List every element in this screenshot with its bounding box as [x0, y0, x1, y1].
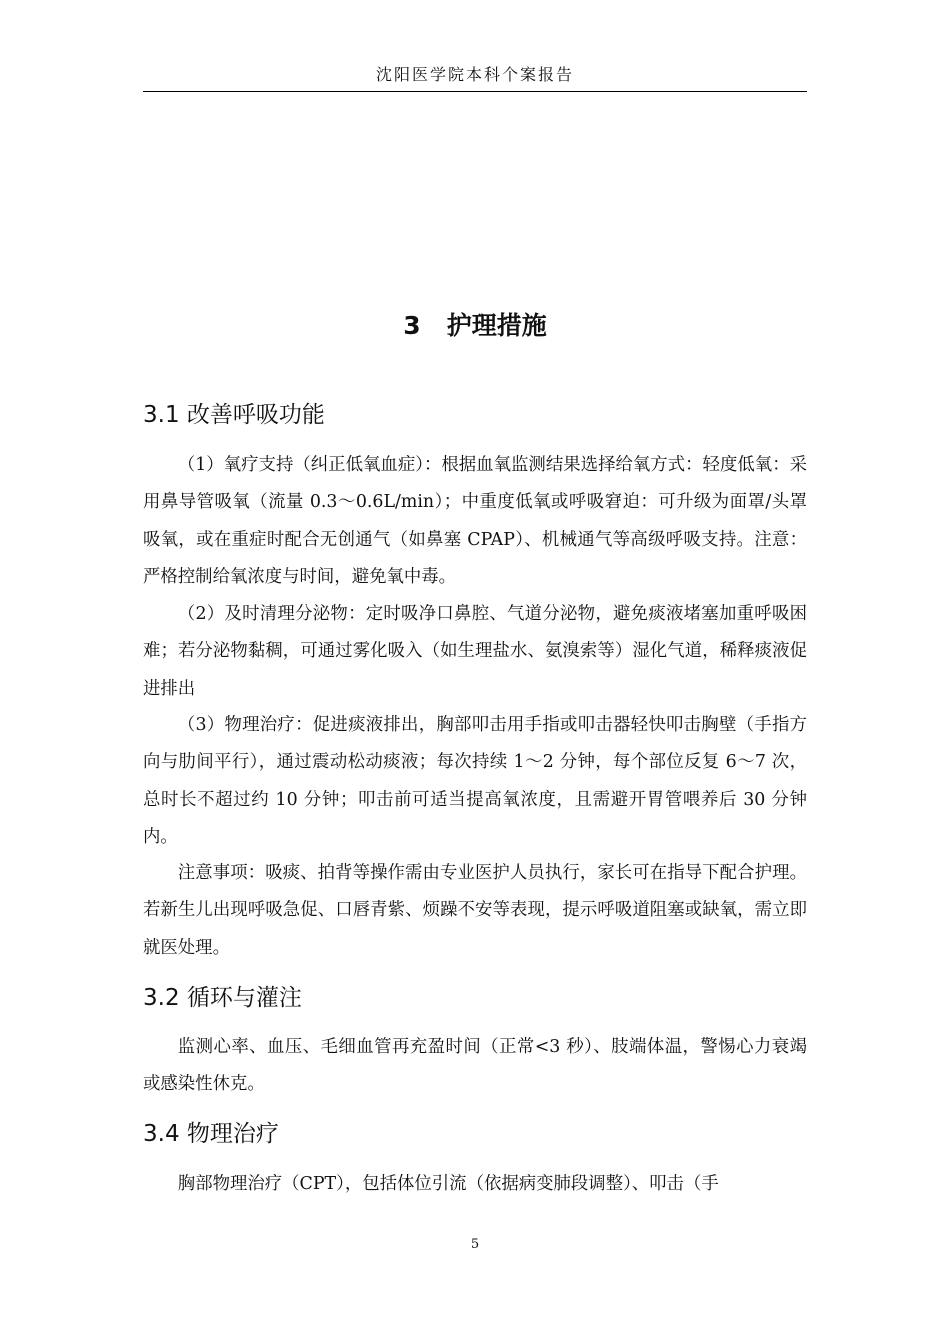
chapter-number: 3	[403, 311, 421, 340]
paragraph: 注意事项：吸痰、拍背等操作需由专业医护人员执行，家长可在指导下配合护理。若新生儿出现呼吸急促、口唇青紫、烦躁不安等表现，提示呼吸道阻塞或缺氧，需立即就医处理。	[143, 863, 807, 958]
chapter-title-text: 护理措施	[446, 311, 547, 340]
paragraph: （3）物理治疗：促进痰液排出，胸部叩击用手指或叩击器轻快叩击胸壁（手指方向与肋间平行），通过震动松动痰液；每次持续 1～2 分钟，每个部位反复 6～7 次，总时长不超过约 10 分钟；叩击前可适当提高氧浓度，且需避开胃管喂养后 30 分钟内。	[143, 715, 807, 848]
page-number: 5	[470, 1237, 480, 1252]
paragraph: （2）及时清理分泌物：定时吸净口鼻腔、气道分泌物，避免痰液堵塞加重呼吸困难；若分泌物黏稠，可通过雾化吸入（如生理盐水、氨溴索等）湿化气道，稀释痰液促进排出	[143, 604, 807, 699]
section-heading: 3.2 循环与灌注	[143, 985, 302, 1011]
header-rule	[143, 91, 807, 92]
paragraph: 胸部物理治疗（CPT），包括体位引流（依据病变肺段调整）、叩击（手	[177, 1174, 719, 1194]
paragraph: （1）氧疗支持（纠正低氧血症）：根据血氧监测结果选择给氧方式：轻度低氧：采用鼻导管吸氧（流量 0.3～0.6L/min）；中重度低氧或呼吸窘迫：可升级为面罩/头罩吸氧，或在重症时配合无创通气（如鼻塞 CPAP）、机械通气等高级呼吸支持。注意：严格控制给氧浓度与时间，避免氧中毒。	[143, 455, 807, 588]
section-heading: 3.1 改善呼吸功能	[143, 402, 325, 428]
running-header: 沈阳医学院本科个案报告	[375, 65, 574, 84]
chapter-title	[143, 306, 807, 346]
section-heading: 3.4 物理治疗	[143, 1121, 279, 1147]
paragraph: 监测心率、血压、毛细血管再充盈时间（正常<3 秒）、肢端体温，警惕心力衰竭或感染性休克。	[143, 1037, 807, 1095]
